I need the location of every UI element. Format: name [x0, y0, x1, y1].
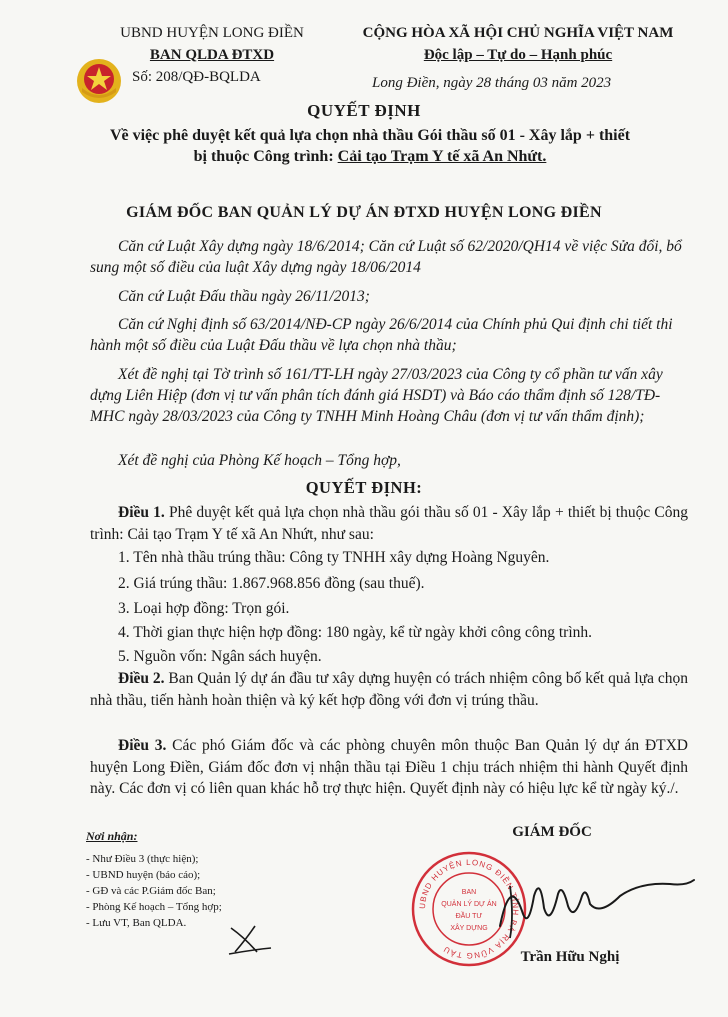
article-1-item: 4. Thời gian thực hiện hợp đồng: 180 ngày, kể từ ngày khởi công công trình. — [118, 624, 593, 641]
issuing-authority: GIÁM ĐỐC BAN QUẢN LÝ DỰ ÁN ĐTXD HUYỆN LONG ĐIỀN — [126, 204, 602, 221]
recipients-title: Nơi nhận: — [86, 829, 138, 843]
article-3-label: Điều 3. — [118, 737, 167, 754]
document-number: Số: 208/QĐ-BQLDA — [132, 69, 261, 85]
article-2-label: Điều 2. — [118, 670, 165, 687]
article-1-item: 1. Tên nhà thầu trúng thầu: Công ty TNHH xây dựng Hoàng Nguyên. — [118, 549, 550, 566]
legal-basis-5: Xét đề nghị của Phòng Kế hoạch – Tổng hợp, — [118, 452, 401, 469]
document-title: QUYẾT ĐỊNH — [307, 101, 421, 120]
decision-heading: QUYẾT ĐỊNH: — [305, 478, 423, 497]
article-1 — [90, 502, 688, 545]
document-subject — [60, 125, 680, 167]
subject-project-name: Cải tạo Trạm Y tế xã An Nhứt. — [337, 148, 547, 165]
seal-center-line: XÂY DỰNG — [450, 925, 488, 932]
issuer-unit: BAN QLDA ĐTXD — [149, 47, 275, 63]
signer-title: GIÁM ĐỐC — [512, 824, 592, 840]
recipient-item: - UBND huyện (báo cáo); — [86, 869, 201, 881]
recipient-item: - Lưu VT, Ban QLDA. — [86, 917, 187, 929]
subject-line-1: Về việc phê duyệt kết quả lựa chọn nhà thầu Gói thầu số 01 - Xây lắp + thiết — [109, 127, 631, 144]
subject-line-2-prefix: bị thuộc Công trình: — [193, 148, 338, 165]
article-1-item: 5. Nguồn vốn: Ngân sách huyện. — [118, 648, 322, 665]
issuer-block — [92, 22, 332, 88]
legal-basis-1: Căn cứ Luật Xây dựng ngày 18/6/2014; Căn cứ Luật số 62/2020/QH14 về việc Sửa đổi, bổ sung một số điều của luật Xây dựng ngày 18/06/2014 — [90, 238, 682, 276]
article-3 — [90, 735, 688, 800]
seal-ring-text: UBND HUYỆN LONG ĐIỀN TỈNH BÀ RỊA VŨNG TÀU — [417, 857, 521, 961]
national-name: CỘNG HÒA XÃ HỘI CHỦ NGHĨA VIỆT NAM — [362, 25, 674, 41]
legal-basis-4: Xét đề nghị tại Tờ trình số 161/TT-LH ngày 27/03/2023 của Công ty cổ phần tư vấn xây dựng Liên Hiệp (đơn vị tư vấn phân tích đánh giá HSDT) và Báo cáo thẩm định số 128/TĐ-MHC ngày 28/03/2023 của Công ty TNHH Minh Hoàng Châu (đơn vị tư vấn thẩm định); — [90, 366, 663, 425]
article-3-text: Các phó Giám đốc và các phòng chuyên môn thuộc Ban Quản lý dự án ĐTXD huyện Long Điền, Giám đốc đơn vị nhận thầu tại Điều 1 chịu trách nhiệm thi hành Quyết định này. Các đơn vị có liên quan khác hỗ trợ thực hiện. Quyết định này có hiệu lực kể từ ngày ký./. — [90, 737, 688, 797]
recipient-item: - Như Điều 3 (thực hiện); — [86, 853, 199, 865]
seal-center-line: BAN — [461, 889, 477, 896]
seal-center-line: QUẢN LÝ DỰ ÁN — [441, 901, 497, 908]
legal-basis-2: Căn cứ Luật Đấu thầu ngày 26/11/2013; — [118, 288, 370, 305]
seal-center-line: ĐẦU TƯ — [455, 913, 483, 920]
initial-mark-icon — [225, 918, 275, 958]
article-1-label: Điều 1. — [118, 504, 165, 521]
recipient-item: - GĐ và các P.Giám đốc Ban; — [86, 885, 216, 897]
article-1-text: Phê duyệt kết quả lựa chọn nhà thầu gói thầu số 01 - Xây lắp + thiết bị thuộc Công trình: Cải tạo Trạm Y tế xã An Nhứt, như sau: — [90, 504, 688, 543]
signer-name: Trần Hữu Nghị — [520, 949, 620, 965]
article-2 — [90, 668, 688, 711]
legal-basis-3: Căn cứ Nghị định số 63/2014/NĐ-CP ngày 26/6/2014 của Chính phủ Qui định chi tiết thi hành một số điều của Luật Đấu thầu về lựa chọn nhà thầu; — [90, 316, 673, 354]
recipient-item: - Phòng Kế hoạch – Tổng hợp; — [86, 901, 222, 913]
national-motto: Độc lập – Tự do – Hạnh phúc — [423, 47, 613, 63]
article-1-item: 3. Loại hợp đồng: Trọn gói. — [118, 600, 290, 617]
article-2-text: Ban Quản lý dự án đầu tư xây dựng huyện có trách nhiệm công bố kết quả lựa chọn nhà thầu, tiến hành hoàn thiện và ký kết hợp đồng với đơn vị trúng thầu. — [90, 670, 689, 709]
national-header — [332, 22, 704, 94]
article-1-item: 2. Giá trúng thầu: 1.867.968.856 đồng (sau thuế). — [118, 575, 425, 592]
issue-date: Long Điền, ngày 28 tháng 03 năm 2023 — [372, 75, 612, 91]
issuer-org: UBND HUYỆN LONG ĐIỀN — [120, 25, 304, 41]
signature-icon — [470, 856, 700, 946]
